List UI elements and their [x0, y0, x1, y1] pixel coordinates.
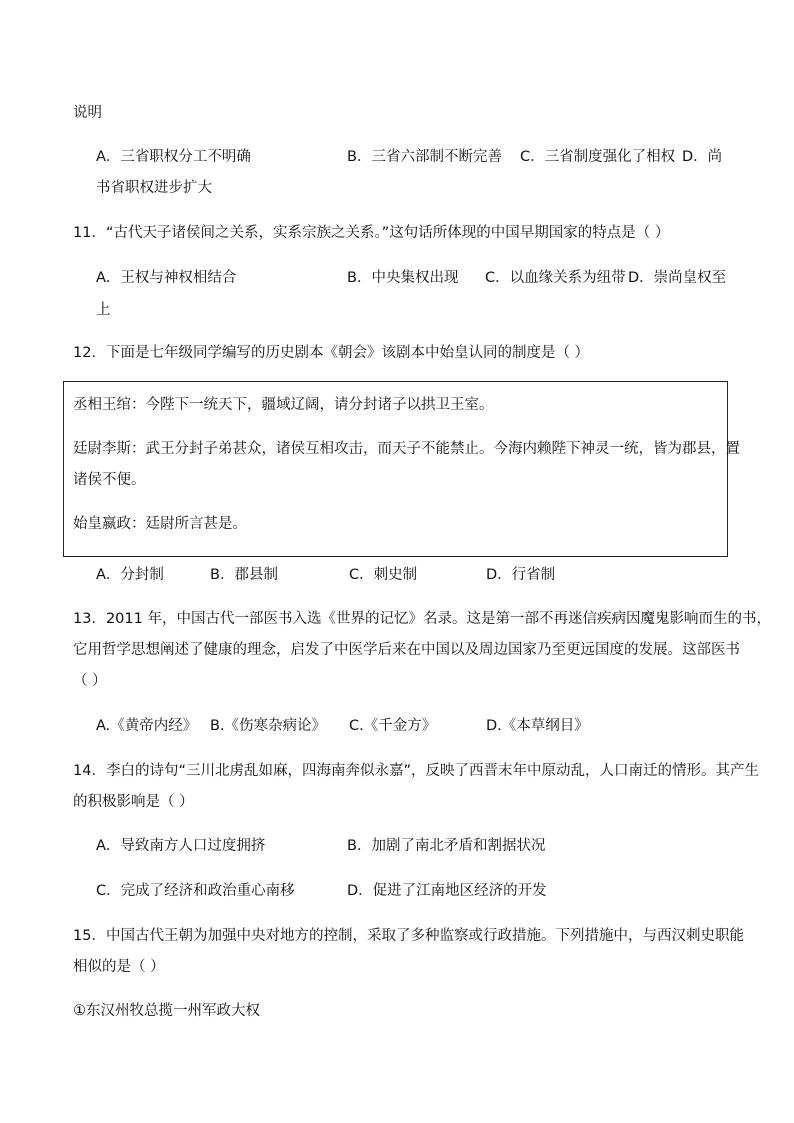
q14-stem-line-1: 14．李白的诗句“三川北虏乱如麻，四海南奔似永嘉”，反映了西晋末年中原动乱，人口南迁的情形。其产生	[73, 763, 759, 779]
q13-option-b[interactable]: B.《伤寒杂病论》	[210, 718, 327, 734]
q12-script-line-3: 始皇嬴政：廷尉所言甚是。	[73, 516, 247, 532]
q12-script-line-2: 廷尉李斯：武王分封子弟甚众，诸侯互相攻击，而天子不能禁止。今海内赖陛下神灵一统，皆为郡县，置	[73, 441, 740, 457]
q12-option-d[interactable]: D．行省制	[486, 567, 556, 583]
q14-option-c[interactable]: C．完成了经济和政治重心南移	[96, 883, 295, 899]
q13-option-d[interactable]: D.《本草纲目》	[486, 718, 589, 734]
q12-script-line-2-continued: 诸侯不便。	[73, 472, 146, 488]
q11-option-a[interactable]: A．王权与神权相结合	[96, 270, 237, 286]
q11-option-b[interactable]: B．中央集权出现	[347, 270, 459, 286]
q13-option-a[interactable]: A.《黄帝内经》	[96, 718, 198, 734]
q12-stem: 12．下面是七年级同学编写的历史剧本《朝会》该剧本中始皇认同的制度是（ ）	[73, 345, 590, 361]
q12-script-line-1: 丞相王绾：今陛下一统天下，疆域辽阔，请分封诸子以拱卫王室。	[73, 397, 494, 413]
q14-option-a[interactable]: A．导致南方人口过度拥挤	[96, 838, 266, 854]
q14-stem-line-2: 的积极影响是（ ）	[73, 794, 194, 810]
q10-option-d[interactable]: D．尚	[682, 149, 723, 165]
q11-option-d[interactable]: D．崇尚皇权至	[628, 270, 727, 286]
q14-option-b[interactable]: B．加剧了南北矛盾和割据状况	[347, 838, 546, 854]
q13-option-c[interactable]: C.《千金方》	[349, 718, 437, 734]
q12-option-a[interactable]: A．分封制	[96, 567, 164, 583]
q10-option-b[interactable]: B．三省六部制不断完善	[347, 149, 502, 165]
q10-option-d-continued: 书省职权进步扩大	[96, 180, 212, 196]
q10-option-c[interactable]: C．三省制度强化了相权	[520, 149, 676, 165]
q10-option-a[interactable]: A．三省职权分工不明确	[96, 149, 251, 165]
continuation-text: 说明	[73, 105, 102, 121]
q11-stem: 11．“古代天子诸侯间之关系，实系宗族之关系。”这句话所体现的中国早期国家的特点是（ ）	[73, 225, 670, 241]
q11-option-d-continued: 上	[96, 302, 111, 318]
q15-stem-line-2: 相似的是（ ）	[73, 959, 165, 975]
q13-stem-line-2: 它用哲学思想阐述了健康的理念，启发了中医学后来在中国以及周边国家乃至更远国度的发展。这部医书	[73, 642, 740, 658]
q15-item-1: ①东汉州牧总揽一州军政大权	[73, 1003, 260, 1019]
q14-option-d[interactable]: D．促进了江南地区经济的开发	[347, 883, 547, 899]
q13-stem-line-1: 13．2011 年，中国古代一部医书入选《世界的记忆》名录。这是第一部不再迷信疾病因魔鬼影响而生的书，	[73, 611, 771, 627]
q13-stem-line-3: （ ）	[73, 673, 107, 689]
q15-stem-line-1: 15．中国古代王朝为加强中央对地方的控制，采取了多种监察或行政措施。下列措施中，与西汉刺史职能	[73, 928, 744, 944]
q12-option-c[interactable]: C．刺史制	[349, 567, 418, 583]
q12-option-b[interactable]: B．郡县制	[210, 567, 278, 583]
q11-option-c[interactable]: C．以血缘关系为纽带	[485, 270, 626, 286]
